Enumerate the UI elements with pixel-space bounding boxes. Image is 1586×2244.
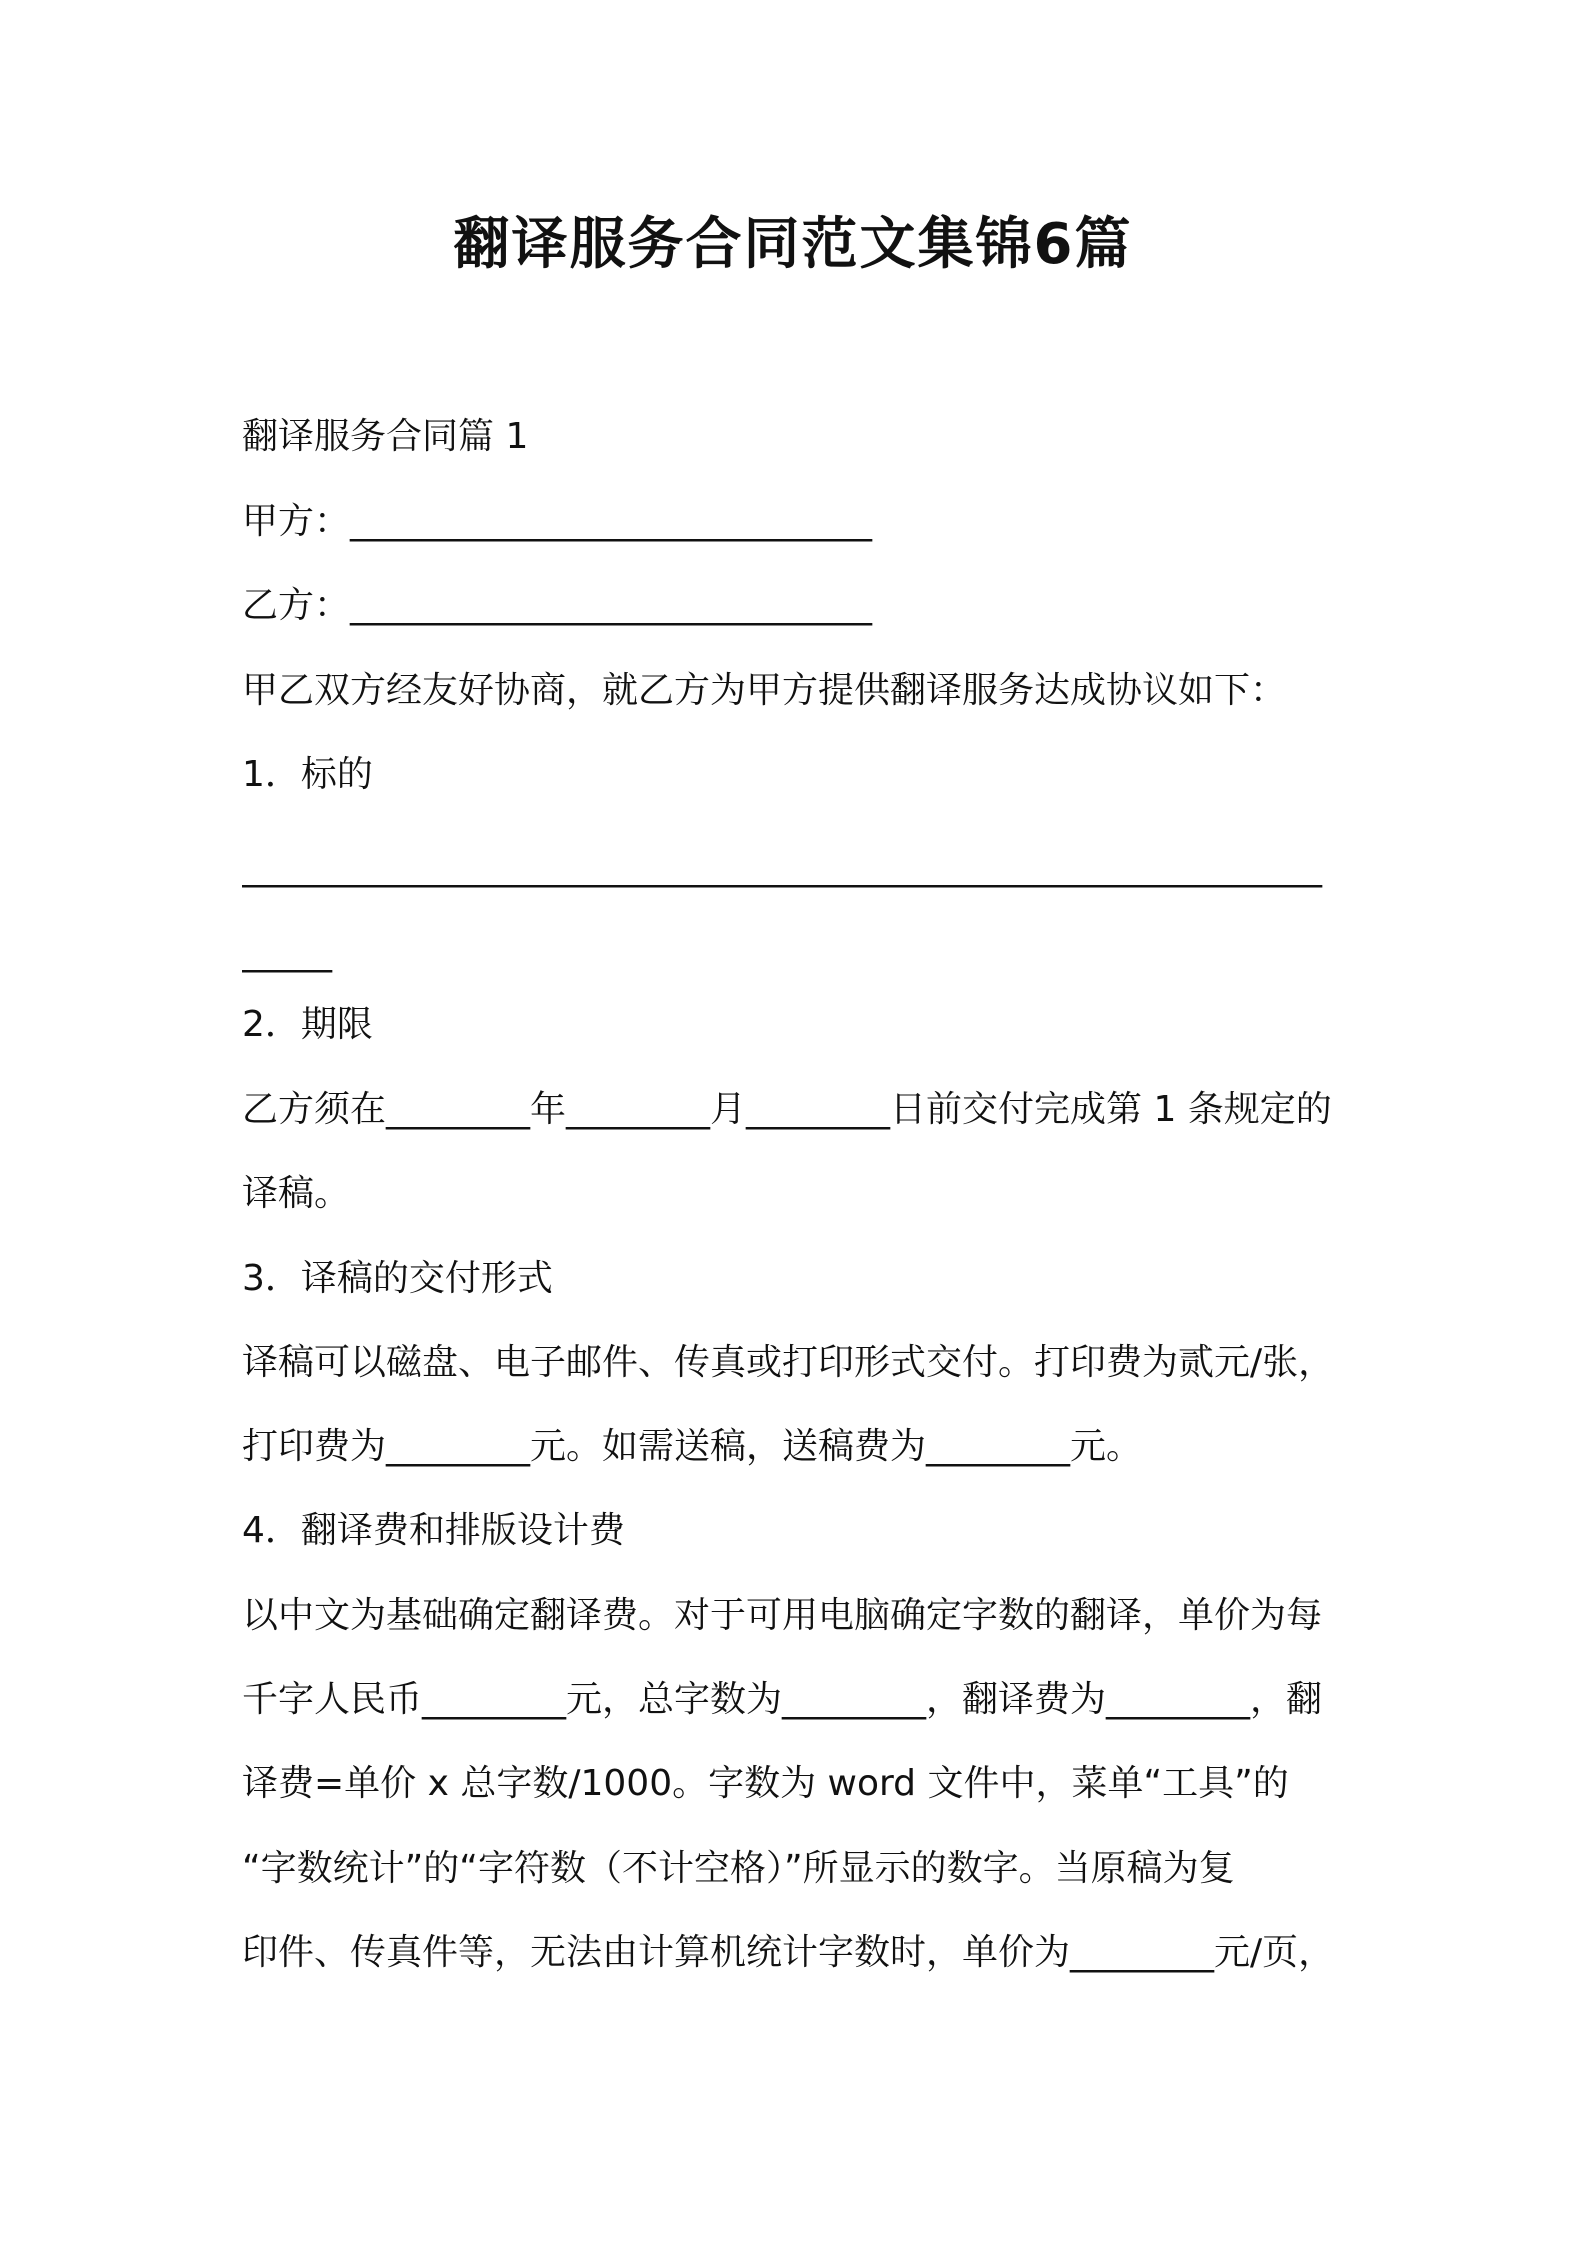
clause-4-text-5: 印件、传真件等，无法由计算机统计字数时，单价为________元/页， bbox=[242, 1932, 1335, 1973]
clause-4-text-1: 以中文为基础确定翻译费。对于可用电脑确定字数的翻译，单价为每 bbox=[242, 1595, 1323, 1636]
clause-4-heading: 4．翻译费和排版设计费 bbox=[242, 1510, 625, 1551]
clause-4-text-3: 译费=单价 x 总字数/1000。字数为 word 文件中，菜单“工具”的 bbox=[242, 1763, 1289, 1804]
clause-3-text: 译稿可以磁盘、电子邮件、传真或打印形式交付。打印费为贰元/张， bbox=[242, 1342, 1335, 1383]
clause-2-text-cont: 译稿。 bbox=[242, 1173, 351, 1214]
party-a-line: 甲方：_____________________________ bbox=[242, 501, 873, 542]
clause-4-text-4: “字数统计”的“字符数（不计空格）”所显示的数字。当原稿为复 bbox=[242, 1848, 1235, 1889]
document-title: 翻译服务合同范文集锦6篇 bbox=[453, 212, 1133, 277]
clause-1-blank-line: ____________________________________________________________ bbox=[242, 847, 1322, 888]
clause-2-text: 乙方须在________年________月________日前交付完成第 1 条规定的 bbox=[242, 1089, 1332, 1130]
party-b-line: 乙方：_____________________________ bbox=[242, 585, 873, 626]
agreement-intro: 甲乙双方经友好协商，就乙方为甲方提供翻译服务达成协议如下： bbox=[242, 670, 1287, 711]
clause-2-heading: 2．期限 bbox=[242, 1004, 373, 1045]
clause-1-blank-line-cont: _____ bbox=[242, 932, 332, 973]
clause-3-text-cont: 打印费为________元。如需送稿，送稿费为________元。 bbox=[242, 1426, 1143, 1467]
section-heading-contract-1: 翻译服务合同篇 1 bbox=[242, 416, 529, 457]
clause-1-heading: 1．标的 bbox=[242, 754, 373, 795]
clause-3-heading: 3．译稿的交付形式 bbox=[242, 1258, 553, 1299]
clause-4-text-2: 千字人民币________元，总字数为________，翻译费为________，翻 bbox=[242, 1679, 1323, 1720]
